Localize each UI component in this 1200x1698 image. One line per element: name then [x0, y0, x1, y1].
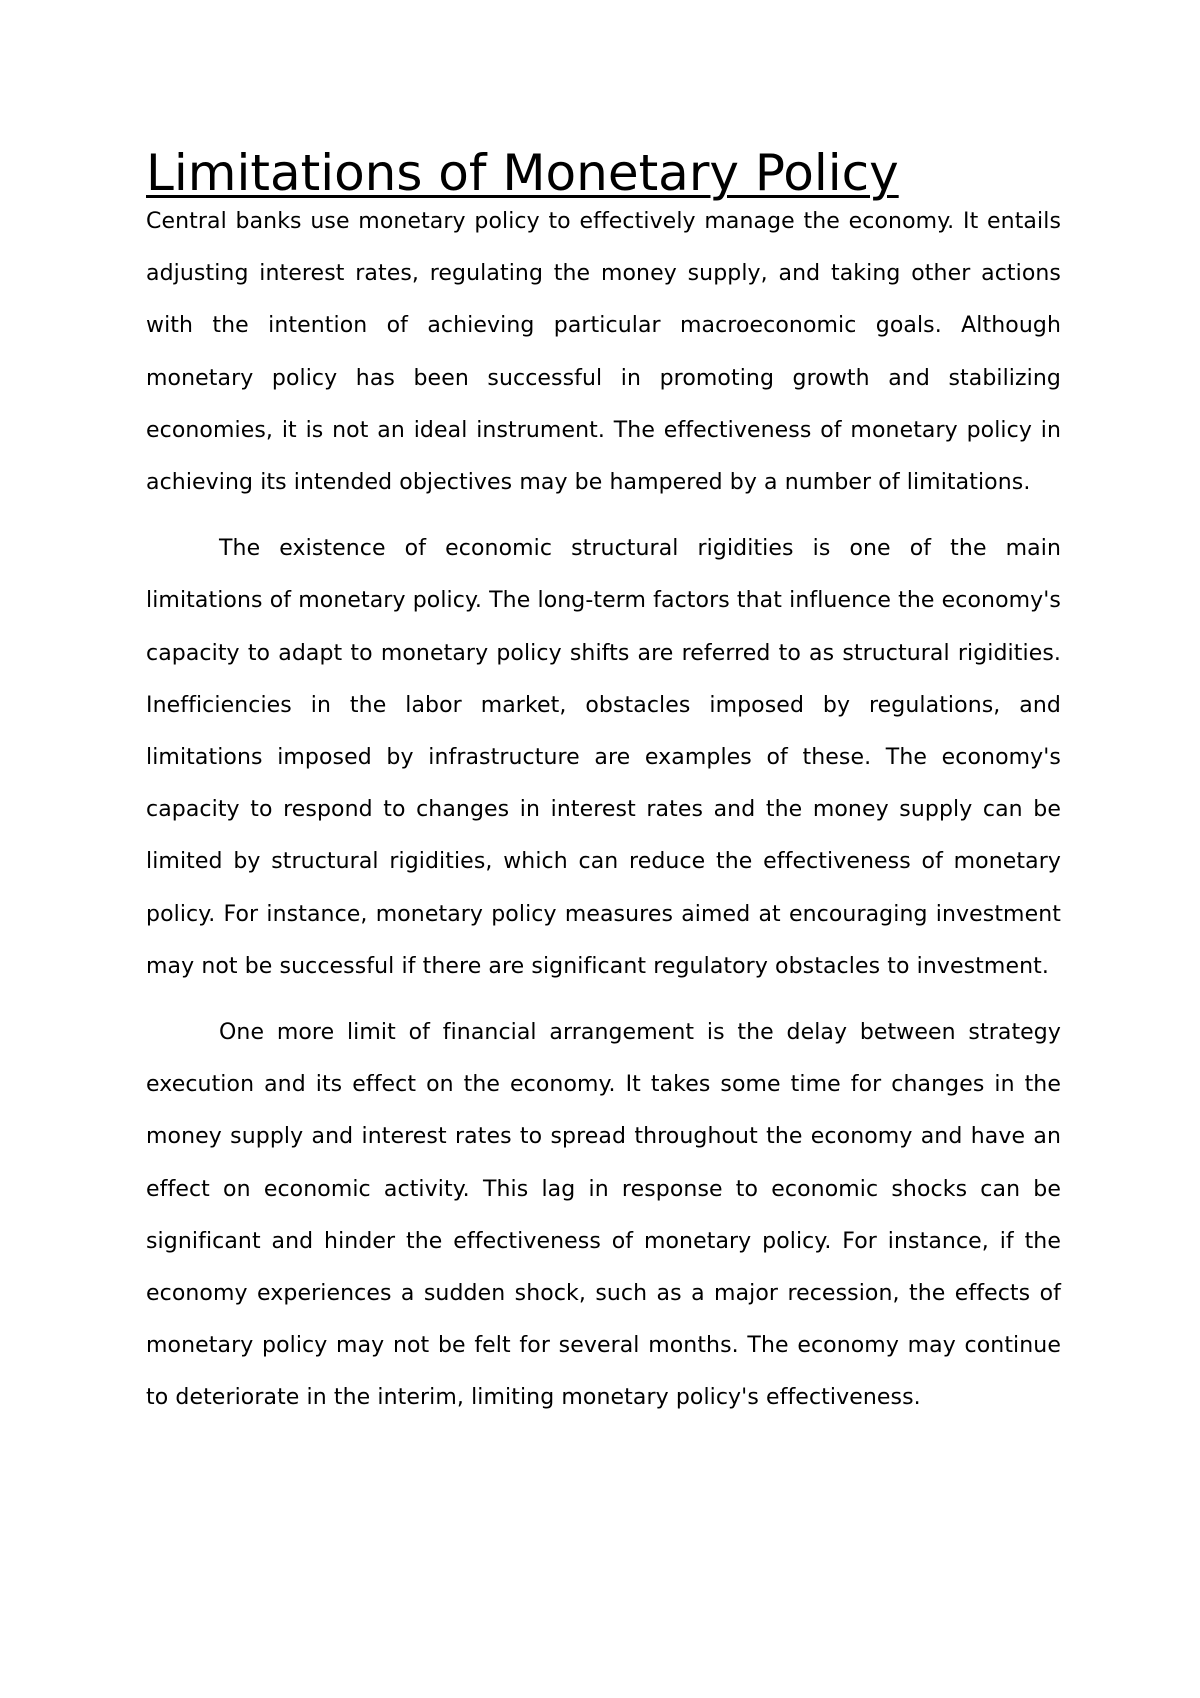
document-title: Limitations of Monetary Policy — [146, 144, 899, 202]
document-body — [146, 143, 1061, 1425]
paragraph-policy-lag: One more limit of financial arrangement is the delay between strategy execution and its effect on the economy. It takes some time for changes in the money supply and interest rates to spread throughout the economy and have an effect on economic activity. This lag in response to economic shocks can be significant and hinder the effectiveness of monetary policy. For instance, if the economy experiences a sudden shock, such as a major recession, the effects of monetary policy may not be felt for several months. The economy may continue to deteriorate in the interim, limiting monetary policy's effectiveness. — [146, 1020, 1061, 1411]
paragraph-structural-rigidities: The existence of economic structural rigidities is one of the main limitations of monetary policy. The long-term factors that influence the economy's capacity to adapt to monetary policy shifts are referred to as structural rigidities. Inefficiencies in the labor market, obstacles imposed by regulations, and limitations imposed by infrastructure are examples of these. The economy's capacity to respond to changes in interest rates and the money supply can be limited by structural rigidities, which can reduce the effectiveness of monetary policy. For instance, monetary policy measures aimed at encouraging investment may not be successful if there are significant regulatory obstacles to investment. — [146, 536, 1061, 979]
paragraph-intro: Central banks use monetary policy to effectively manage the economy. It entails adjusting interest rates, regulating the money supply, and taking other actions with the intention of achieving particular macroeconomic goals. Although monetary policy has been successful in promoting growth and stabilizing economies, it is not an ideal instrument. The effectiveness of monetary policy in achieving its intended objectives may be hampered by a number of limitations. — [146, 209, 1061, 496]
